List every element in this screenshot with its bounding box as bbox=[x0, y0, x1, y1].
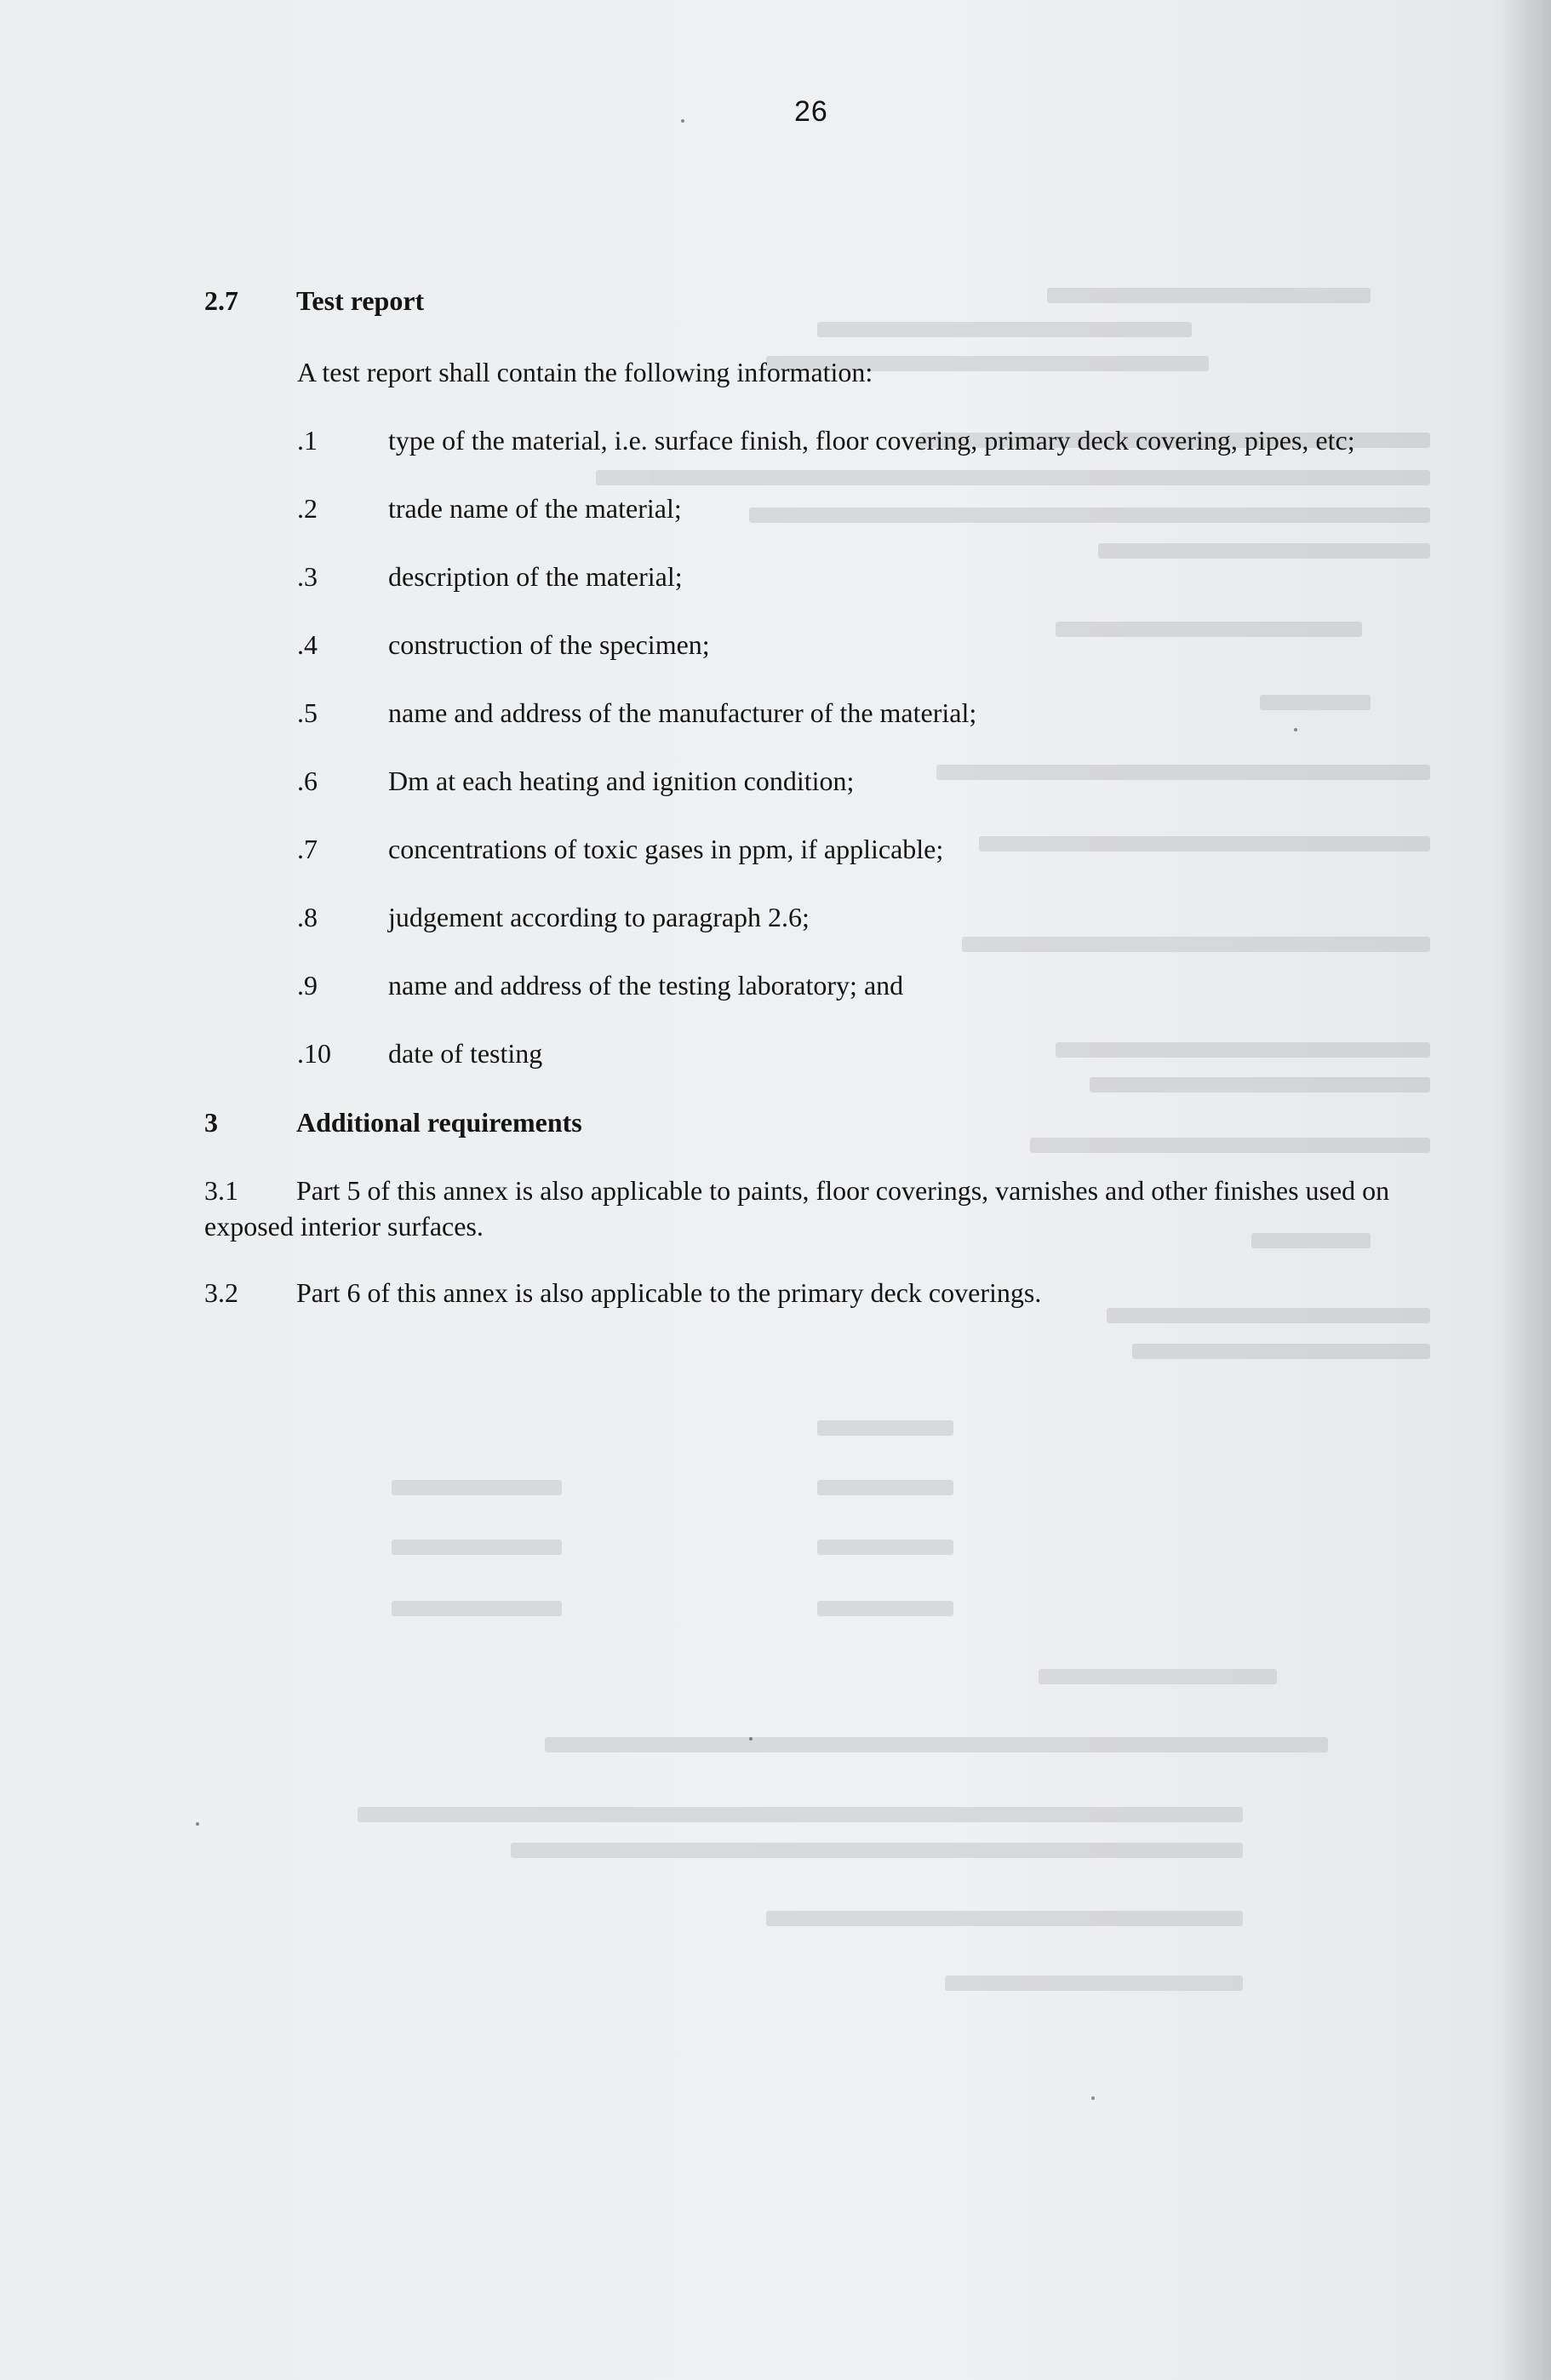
list-item-text: trade name of the material; bbox=[388, 493, 682, 524]
list-item-number: .1 bbox=[297, 425, 318, 456]
list-item-text: name and address of the testing laboratory; and bbox=[388, 970, 904, 1001]
paper-speck bbox=[749, 1737, 753, 1741]
list-item-text: judgement according to paragraph 2.6; bbox=[388, 902, 810, 932]
paragraph-3-1 bbox=[204, 1173, 1430, 1244]
list-item-number: .10 bbox=[297, 1038, 331, 1069]
list-item-number: .3 bbox=[297, 561, 318, 592]
list-item-text: concentrations of toxic gases in ppm, if applicable; bbox=[388, 834, 944, 864]
list-item-number: .7 bbox=[297, 834, 318, 864]
page-edge-shadow bbox=[1500, 0, 1551, 2380]
paper-speck bbox=[1091, 2096, 1095, 2100]
page-number: 26 bbox=[794, 95, 828, 128]
list-item-number: .9 bbox=[297, 970, 318, 1001]
list-item-text: name and address of the manufacturer of the material; bbox=[388, 697, 977, 728]
paper-speck bbox=[1294, 728, 1297, 731]
list-item-text: date of testing bbox=[388, 1038, 543, 1069]
list-item-number: .4 bbox=[297, 629, 318, 660]
paragraph-number: 3.2 bbox=[204, 1277, 238, 1308]
list-item-text: type of the material, i.e. surface finish, floor covering, primary deck covering, pipes, etc; bbox=[388, 425, 1355, 456]
paper-speck bbox=[681, 119, 684, 123]
paragraph-text: Part 5 of this annex is also applicable to paints, floor coverings, varnishes and other finishes used on exposed interior surfaces. bbox=[204, 1175, 1390, 1242]
list-item-number: .6 bbox=[297, 766, 318, 796]
section-2-7-number: 2.7 bbox=[204, 285, 238, 316]
list-item-text: Dm at each heating and ignition condition; bbox=[388, 766, 855, 796]
paragraph-text: Part 6 of this annex is also applicable to the primary deck coverings. bbox=[296, 1277, 1042, 1308]
paragraph-3-2 bbox=[204, 1275, 1430, 1310]
paper-speck bbox=[196, 1822, 199, 1826]
list-item-number: .2 bbox=[297, 493, 318, 524]
section-3-number: 3 bbox=[204, 1107, 218, 1138]
list-item-number: .5 bbox=[297, 697, 318, 728]
section-2-7-intro: A test report shall contain the following information: bbox=[297, 357, 873, 387]
paragraph-number: 3.1 bbox=[204, 1175, 238, 1206]
section-3-title: Additional requirements bbox=[296, 1107, 582, 1138]
list-item-text: description of the material; bbox=[388, 561, 683, 592]
list-item-text: construction of the specimen; bbox=[388, 629, 710, 660]
section-2-7-title: Test report bbox=[296, 285, 425, 316]
list-item-number: .8 bbox=[297, 902, 318, 932]
